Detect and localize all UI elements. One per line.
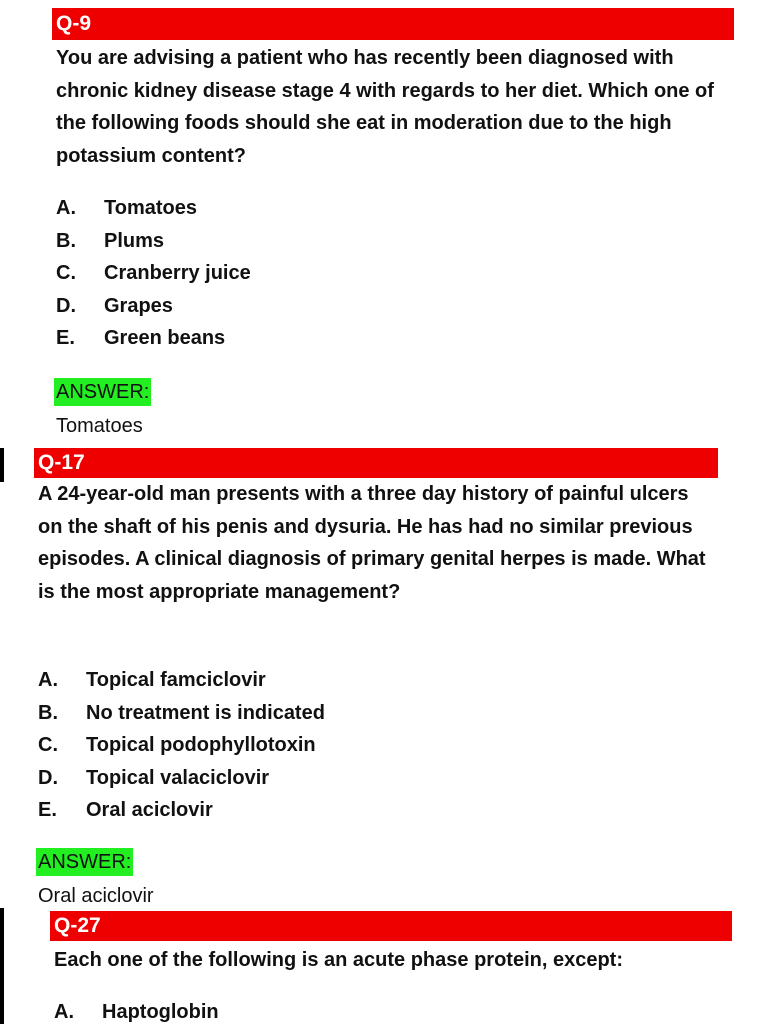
answer-value: Tomatoes	[56, 415, 143, 437]
option-text: Topical famciclovir	[86, 669, 266, 691]
question-header: Q-27	[50, 911, 732, 941]
question-header: Q-17	[34, 448, 718, 478]
option-letter: A.	[38, 669, 58, 691]
option-item	[38, 729, 325, 762]
option-letter: D.	[56, 294, 76, 317]
option-letter: C.	[38, 734, 58, 756]
answer-label: ANSWER:	[54, 378, 151, 406]
page-edge-separator	[0, 448, 4, 482]
option-text: Cranberry juice	[104, 262, 251, 284]
option-item	[56, 322, 251, 355]
option-item	[38, 697, 325, 730]
option-list	[56, 192, 251, 355]
option-letter: E.	[38, 799, 57, 821]
option-text: Plums	[104, 229, 165, 252]
option-letter: A.	[56, 197, 76, 219]
option-item	[38, 762, 325, 795]
option-letter: B.	[56, 229, 76, 252]
answer-value: Oral aciclovir	[38, 885, 154, 907]
page-edge-separator	[0, 908, 4, 1024]
option-letter: D.	[38, 766, 58, 789]
option-text: Grapes	[104, 294, 173, 317]
option-text: Topical valaciclovir	[86, 766, 270, 789]
option-letter: C.	[56, 262, 76, 284]
option-item	[38, 664, 325, 697]
answer-label: ANSWER:	[36, 848, 133, 876]
option-letter: B.	[38, 701, 58, 724]
option-item	[56, 192, 251, 225]
question-header: Q-9	[52, 8, 734, 40]
option-item	[56, 225, 251, 258]
option-text: No treatment is indicated	[86, 701, 325, 724]
option-letter: A.	[54, 1001, 74, 1023]
question-text: A 24-year-old man presents with a three day history of painful ulcers on the shaft of his penis and dysuria. He has had no similar previous episodes. A clinical diagnosis of primary genital herpes is made. What is the most appropriate management?	[38, 483, 706, 604]
option-text: Oral aciclovir	[86, 799, 213, 821]
question-text: Each one of the following is an acute phase protein, except:	[54, 949, 623, 971]
option-text: Topical podophyllotoxin	[86, 734, 316, 756]
option-text: Green beans	[104, 327, 226, 349]
option-letter: E.	[56, 327, 75, 349]
option-list	[38, 664, 325, 827]
option-item	[56, 290, 251, 323]
option-text: Tomatoes	[104, 197, 197, 219]
option-text: Haptoglobin	[102, 1001, 219, 1023]
question-text: You are advising a patient who has recently been diagnosed with chronic kidney disease stage 4 with regards to her diet. Which one of the following foods should she eat in moderation due to the high potassium content?	[56, 47, 714, 168]
option-item	[38, 794, 325, 827]
option-item	[56, 257, 251, 290]
